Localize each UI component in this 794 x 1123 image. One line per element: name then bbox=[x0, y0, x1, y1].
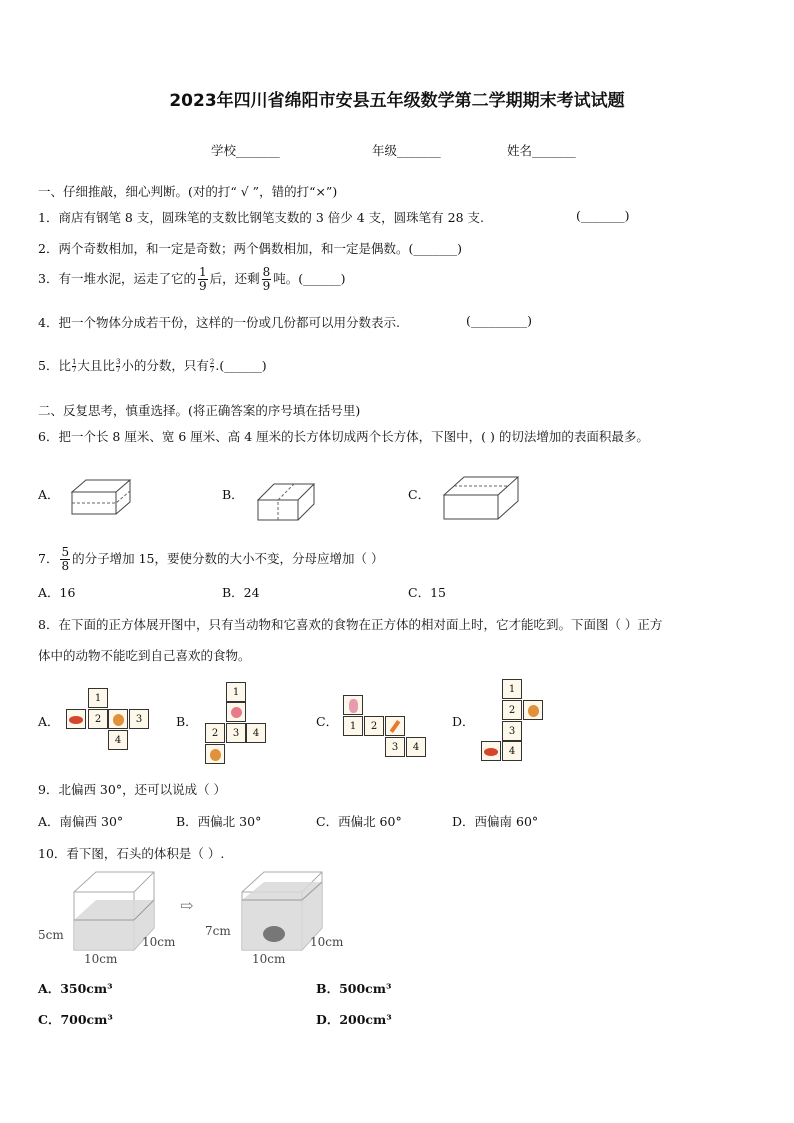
net-cell: 3 bbox=[226, 723, 246, 743]
fish-icon bbox=[484, 748, 498, 756]
denominator: 8 bbox=[61, 559, 70, 573]
net-cell: 1 bbox=[88, 688, 108, 708]
net-cell: 3 bbox=[502, 721, 522, 741]
q6-box-b bbox=[256, 478, 320, 524]
net-cell-animal bbox=[343, 695, 363, 715]
denominator: 7 bbox=[71, 366, 77, 374]
arrow-right-icon: ⇨ bbox=[180, 896, 194, 915]
q8-option-a: A． bbox=[38, 714, 60, 729]
numerator: 2 bbox=[209, 358, 215, 366]
monkey-icon bbox=[113, 714, 124, 726]
net-cell: 4 bbox=[502, 741, 522, 761]
rabbit-icon bbox=[349, 699, 358, 713]
numerator: 3 bbox=[115, 358, 121, 366]
fraction bbox=[60, 546, 70, 573]
q1-blank: (_______) bbox=[576, 208, 630, 223]
net-cell: 3 bbox=[129, 709, 149, 729]
net-cell: 4 bbox=[108, 730, 128, 750]
net-cell: 3 bbox=[385, 737, 405, 757]
section1-heading: 一、仔细推敲，细心判断。(对的打“ √ ”，错的打“×”) bbox=[38, 184, 338, 199]
denominator: 7 bbox=[115, 366, 121, 374]
q5-part-c: 小的分数，只有 bbox=[121, 358, 209, 373]
q10-option-a: A．350cm³ bbox=[38, 981, 113, 996]
net-cell: 1 bbox=[226, 682, 246, 702]
numerator: 8 bbox=[262, 265, 271, 279]
q7-label: 7． bbox=[38, 551, 59, 566]
net-cell-animal bbox=[66, 709, 86, 729]
q7-option-a: A．16 bbox=[38, 585, 76, 600]
q6-box-c bbox=[442, 473, 522, 523]
peach-icon bbox=[231, 707, 242, 718]
tank1-width-label: 10cm bbox=[84, 952, 118, 966]
q8-line1: 8．在下面的正方体展开图中，只有当动物和它喜欢的食物在正方体的相对面上时，它才能吃到。下面图（ ）正方 bbox=[38, 617, 663, 632]
school-field: 学校_______ bbox=[211, 143, 280, 158]
q9-text: 9．北偏西 30°，还可以说成（ ） bbox=[38, 782, 227, 797]
q9-option-b: B．西偏北 30° bbox=[176, 814, 262, 829]
fraction bbox=[72, 359, 76, 374]
q2-text: 2．两个奇数相加，和一定是奇数；两个偶数相加，和一定是偶数。(_______) bbox=[38, 241, 462, 256]
q8-option-c: C． bbox=[316, 714, 339, 729]
numerator: 5 bbox=[61, 545, 70, 559]
name-field: 姓名_______ bbox=[507, 143, 576, 158]
q5-part-a: 5．比 bbox=[38, 358, 71, 373]
net-cell-animal bbox=[481, 741, 501, 761]
q8-option-b: B． bbox=[176, 714, 198, 729]
net-cell: 1 bbox=[502, 679, 522, 699]
q7 bbox=[38, 546, 383, 573]
section2-heading: 二、反复思考，慎重选择。(将正确答案的序号填在括号里) bbox=[38, 403, 361, 418]
q9-option-a: A．南偏西 30° bbox=[38, 814, 124, 829]
carrot-icon bbox=[390, 720, 401, 733]
q10-text: 10．看下图，石头的体积是（ ）. bbox=[38, 846, 225, 861]
q6-option-a: A． bbox=[38, 487, 60, 502]
net-cell: 2 bbox=[88, 709, 108, 729]
q10-option-c: C．700cm³ bbox=[38, 1012, 113, 1027]
q9-option-d: D．西偏南 60° bbox=[452, 814, 539, 829]
tank2-depth-label: 10cm bbox=[310, 935, 344, 949]
fish-icon bbox=[69, 716, 83, 724]
numerator: 1 bbox=[71, 358, 77, 366]
q10-option-d: D．200cm³ bbox=[316, 1012, 392, 1027]
denominator: 9 bbox=[262, 279, 271, 293]
q7-text: 的分子增加 15，要使分数的大小不变，分母应增加（ ） bbox=[72, 551, 384, 566]
grade-field: 年级_______ bbox=[372, 143, 441, 158]
q5 bbox=[38, 356, 267, 374]
fraction bbox=[210, 359, 214, 374]
q8-line2: 体中的动物不能吃到自己喜欢的食物。 bbox=[38, 648, 251, 663]
q6-text: 6．把一个长 8 厘米、宽 6 厘米、高 4 厘米的长方体切成两个长方体，下图中，( ) 的切法增加的表面积最多。 bbox=[38, 429, 649, 444]
q3-part-b: 后，还剩 bbox=[209, 271, 260, 286]
net-cell: 2 bbox=[364, 716, 384, 736]
fraction bbox=[198, 266, 208, 293]
q4-blank: (_________) bbox=[466, 313, 533, 328]
net-cell-food bbox=[385, 716, 405, 736]
tank1-depth-label: 10cm bbox=[142, 935, 176, 949]
numerator: 1 bbox=[198, 265, 207, 279]
q1-text: 1．商店有钢笔 8 支，圆珠笔的支数比钢笔支数的 3 倍少 4 支，圆珠笔有 28 支. bbox=[38, 210, 484, 225]
net-cell: 1 bbox=[343, 716, 363, 736]
q6-option-c: C． bbox=[408, 487, 431, 502]
monkey-icon bbox=[528, 705, 539, 717]
tank2-width-label: 10cm bbox=[252, 952, 286, 966]
net-cell: 2 bbox=[502, 700, 522, 720]
q7-option-b: B．24 bbox=[222, 585, 260, 600]
net-cell-animal bbox=[523, 700, 543, 720]
denominator: 7 bbox=[209, 366, 215, 374]
q5-part-d: .(______) bbox=[215, 358, 267, 373]
q4-text: 4．把一个物体分成若干份，这样的一份或几份都可以用分数表示. bbox=[38, 315, 400, 330]
net-cell: 4 bbox=[406, 737, 426, 757]
fraction bbox=[116, 359, 120, 374]
denominator: 9 bbox=[198, 279, 207, 293]
net-cell: 2 bbox=[205, 723, 225, 743]
page-title: 2023年四川省绵阳市安县五年级数学第二学期期末考试试题 bbox=[169, 91, 625, 111]
q5-part-b: 大且比 bbox=[77, 358, 115, 373]
net-cell-food bbox=[226, 702, 246, 722]
tank2-height-label: 7cm bbox=[205, 924, 231, 938]
tank1-height-label: 5cm bbox=[38, 928, 64, 942]
stone-icon bbox=[263, 926, 285, 942]
q9-option-c: C．西偏北 60° bbox=[316, 814, 402, 829]
net-cell-animal bbox=[108, 709, 128, 729]
q6-option-b: B． bbox=[222, 487, 244, 502]
q7-option-c: C．15 bbox=[408, 585, 446, 600]
fraction bbox=[262, 266, 272, 293]
q3-part-a: 3．有一堆水泥，运走了它的 bbox=[38, 271, 196, 286]
q6-box-a bbox=[66, 478, 136, 518]
monkey-icon bbox=[210, 749, 221, 761]
q3-part-c: 吨。(______) bbox=[273, 271, 346, 286]
q10-option-b: B．500cm³ bbox=[316, 981, 392, 996]
net-cell: 4 bbox=[246, 723, 266, 743]
net-cell-animal bbox=[205, 744, 225, 764]
q8-option-d: D． bbox=[452, 714, 475, 729]
q3 bbox=[38, 266, 346, 293]
